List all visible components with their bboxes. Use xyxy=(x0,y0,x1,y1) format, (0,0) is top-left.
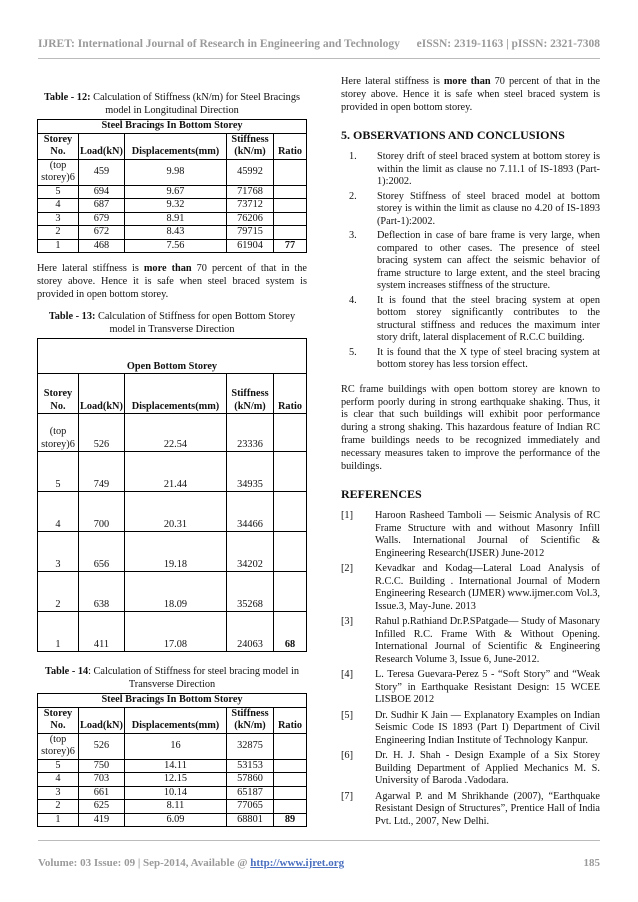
reference-item xyxy=(341,750,600,788)
storey-cell: 2 xyxy=(38,226,79,240)
table13-group-header: Open Bottom Storey xyxy=(38,339,307,374)
page-number: 185 xyxy=(583,857,600,869)
conclusion-item xyxy=(341,347,600,372)
reference-item-number: [2] xyxy=(341,563,354,575)
reference-item xyxy=(341,669,600,707)
ratio-cell xyxy=(274,452,307,492)
conclusion-item-number: 2. xyxy=(349,190,357,202)
reference-item-number: [1] xyxy=(341,510,354,522)
running-footer xyxy=(38,857,600,869)
displacement-cell: 22.54 xyxy=(124,414,226,452)
load-cell: 638 xyxy=(79,572,125,612)
load-cell: 694 xyxy=(79,185,125,199)
storey-cell: 1 xyxy=(38,612,79,652)
stiffness-cell: 34466 xyxy=(227,492,274,532)
load-cell: 703 xyxy=(79,773,125,787)
displacement-cell: 7.56 xyxy=(124,239,226,253)
left-column xyxy=(37,76,307,827)
table14-caption xyxy=(37,666,307,691)
reference-item-text: Dr. Sudhir K Jain ― Explanatory Examples on Indian Seismic Code IS 1893 (Part I) Department of Civil Engineering Indian Institute of Technology Kanpur. xyxy=(375,709,600,746)
load-cell: 679 xyxy=(79,212,125,226)
table13-col-storey: Storey No. xyxy=(38,374,79,414)
table13 xyxy=(37,338,307,652)
displacement-cell: 8.11 xyxy=(124,800,226,814)
displacement-cell: 18.09 xyxy=(124,572,226,612)
conclusion-item-number: 4. xyxy=(349,294,357,306)
displacement-cell: 8.91 xyxy=(124,212,226,226)
conclusions-heading: 5. OBSERVATIONS AND CONCLUSIONS xyxy=(341,128,565,143)
load-cell: 411 xyxy=(79,612,125,652)
conclusion-item-number: 3. xyxy=(349,230,357,242)
storey-cell: 4 xyxy=(38,773,79,787)
conclusion-item-number: 1. xyxy=(349,151,357,163)
para1-pre: Here lateral stiffness is xyxy=(37,263,144,274)
reference-item-text: Agarwal P. and M Shrikhande (2007), “Earthquake Resistant Design of Structures”, Prentice Hall of India Pvt. Ltd., 2007, New Delhi. xyxy=(375,790,600,827)
table-row xyxy=(38,612,307,652)
reference-item-number: [7] xyxy=(341,790,354,802)
displacement-cell: 20.31 xyxy=(124,492,226,532)
para2-pre: Here lateral stiffness is xyxy=(341,76,444,87)
reference-item xyxy=(341,616,600,666)
displacement-cell: 10.14 xyxy=(124,786,226,800)
ratio-cell xyxy=(274,800,307,814)
ratio-cell xyxy=(274,212,307,226)
load-cell: 468 xyxy=(79,239,125,253)
table12 xyxy=(37,119,307,253)
reference-item-text: Dr. H. J. Shah - Design Example of a Six Storey Building Department of Applied Mechanics M. S. University of Baroda .Vadodara. xyxy=(375,750,600,787)
table-row xyxy=(38,786,307,800)
conclusions-list xyxy=(341,151,600,372)
ratio-cell: 89 xyxy=(274,813,307,827)
storey-cell: 5 xyxy=(38,185,79,199)
ratio-cell: 68 xyxy=(274,612,307,652)
stiffness-cell: 73712 xyxy=(227,199,274,213)
displacement-cell: 21.44 xyxy=(124,452,226,492)
storey-cell: 4 xyxy=(38,199,79,213)
table-row xyxy=(38,239,307,253)
running-header xyxy=(38,38,600,50)
ratio-cell xyxy=(274,226,307,240)
stiffness-cell: 65187 xyxy=(227,786,274,800)
table12-col-disp: Displacements(mm) xyxy=(124,133,226,159)
table13-label: Table - 13: xyxy=(48,311,96,323)
ratio-cell xyxy=(274,733,307,759)
reference-item-number: [3] xyxy=(341,616,354,628)
table12-col-load: Load(kN) xyxy=(79,133,125,159)
header-rule xyxy=(38,58,600,59)
issn: eISSN: 2319-1163 | pISSN: 2321-7308 xyxy=(416,38,600,50)
stiffness-cell: 77065 xyxy=(227,800,274,814)
stiffness-cell: 35268 xyxy=(227,572,274,612)
reference-item xyxy=(341,791,600,829)
table12-group-header: Steel Bracings In Bottom Storey xyxy=(38,120,307,134)
reference-item-text: Rahul p.Rathiand Dr.P.SPatgade― Study of Masonary Infilled R.C. Frame With & Without Opening. International Journal of Scientific & Engineering Research Volume 3, Issue 6, June-2012. xyxy=(375,616,600,665)
table-row xyxy=(38,199,307,213)
conclusion-item xyxy=(341,191,600,229)
table14-label: Table - 14 xyxy=(45,666,89,678)
reference-item-text: Haroon Rasheed Tamboli ― Seismic Analysis of RC Frame Structure with and without Masonry Infill Walls. International Journal of Scientific & Engineering Research(IJSER) June-2012 xyxy=(375,510,600,559)
table12-label: Table - 12: xyxy=(44,92,91,103)
storey-cell: 2 xyxy=(38,800,79,814)
journal-link[interactable]: http://www.ijret.org xyxy=(250,857,345,869)
stiffness-cell: 34202 xyxy=(227,532,274,572)
conclusion-item xyxy=(341,151,600,189)
stiffness-cell: 57860 xyxy=(227,773,274,787)
table-row xyxy=(38,572,307,612)
storey-cell: 3 xyxy=(38,786,79,800)
table-row xyxy=(38,492,307,532)
para1-post: 70 percent of that in the storey above. Hence it is safe when steel braced system is provided in open bottom storey. xyxy=(37,263,307,300)
table13-col-disp: Displacements(mm) xyxy=(124,374,226,414)
load-cell: 672 xyxy=(79,226,125,240)
ratio-cell xyxy=(274,414,307,452)
displacement-cell: 16 xyxy=(124,733,226,759)
conclusion-item-text: Storey drift of steel braced system at bottom storey is within the limit as clause no 7.11.1 of IS-1893 (Part-1):2002. xyxy=(377,151,600,188)
displacement-cell: 8.43 xyxy=(124,226,226,240)
conclusion-item xyxy=(341,295,600,345)
table12-caption-text: Calculation of Stiffness (kN/m) for Steel Bracings model in Longitudinal Direction xyxy=(90,92,300,116)
load-cell: 749 xyxy=(79,452,125,492)
load-cell: 656 xyxy=(79,532,125,572)
table13-col-load: Load(kN) xyxy=(79,374,125,414)
table-row xyxy=(38,733,307,759)
ratio-cell xyxy=(274,572,307,612)
table12-caption xyxy=(37,92,307,117)
stiffness-cell: 23336 xyxy=(227,414,274,452)
para2-bold: more than xyxy=(443,76,491,87)
footer-rule xyxy=(38,840,600,841)
displacement-cell: 9.67 xyxy=(124,185,226,199)
reference-item-number: [6] xyxy=(341,750,354,762)
table-row xyxy=(38,773,307,787)
conclusion-item-text: Deflection in case of bare frame is very large, when compared to other cases. The presence of steel bracing system can affect the seismic behavior of frame structure to large extent, and the steel bracing system increases stiffness of the structure. xyxy=(377,230,600,292)
storey-cell: 1 xyxy=(38,239,79,253)
storey-cell: (top storey)6 xyxy=(38,159,79,185)
stiffness-cell: 79715 xyxy=(227,226,274,240)
table13-caption-text: Calculation of Stiffness for open Bottom Storey model in Transverse Direction xyxy=(95,311,296,335)
table12-col-ratio: Ratio xyxy=(274,133,307,159)
load-cell: 526 xyxy=(79,733,125,759)
table14-col-ratio: Ratio xyxy=(274,707,307,733)
ratio-cell xyxy=(274,786,307,800)
conclusion-item-text: It is found that the steel bracing system at open bottom storey significantly contributes to the structural stiffness and reduces the maximum inter story drift, lateral displacement of R.C.C building. xyxy=(377,294,600,344)
para1-bold: more than xyxy=(143,263,192,274)
load-cell: 700 xyxy=(79,492,125,532)
table-row xyxy=(38,226,307,240)
reference-item-number: [5] xyxy=(341,709,354,721)
journal-name: IJRET: International Journal of Research in Engineering and Technology xyxy=(38,38,400,50)
table12-col-storey: Storey No. xyxy=(38,133,79,159)
reference-item xyxy=(341,710,600,748)
table-row xyxy=(38,800,307,814)
ratio-cell xyxy=(274,773,307,787)
displacement-cell: 9.98 xyxy=(124,159,226,185)
table-row xyxy=(38,212,307,226)
table14-col-disp: Displacements(mm) xyxy=(124,707,226,733)
ratio-cell xyxy=(274,199,307,213)
stiffness-cell: 24063 xyxy=(227,612,274,652)
table14 xyxy=(37,693,307,827)
table13-col-ratio: Ratio xyxy=(274,374,307,414)
table-row xyxy=(38,414,307,452)
table14-col-load: Load(kN) xyxy=(79,707,125,733)
storey-cell: 3 xyxy=(38,532,79,572)
load-cell: 661 xyxy=(79,786,125,800)
ratio-cell xyxy=(274,159,307,185)
storey-cell: 2 xyxy=(38,572,79,612)
stiffness-cell: 45992 xyxy=(227,159,274,185)
conclusion-item-text: Storey Stiffness of steel braced model at bottom storey is within the limit as clause no 4.20 of IS-1893 (Part-1):2002. xyxy=(377,190,600,227)
storey-cell: 5 xyxy=(38,759,79,773)
load-cell: 750 xyxy=(79,759,125,773)
conclusion-item-number: 5. xyxy=(349,346,357,358)
references-list xyxy=(341,510,600,828)
stiffness-cell: 34935 xyxy=(227,452,274,492)
references-heading: REFERENCES xyxy=(341,487,422,502)
displacement-cell: 6.09 xyxy=(124,813,226,827)
conclusion-item-text: It is found that the X type of steel bracing system at bottom storey has less torsion effect. xyxy=(377,346,600,371)
reference-item-text: L. Teresa Guevara-Perez 5 - “Soft Story” and “Weak Story” in Earthquake Resistant Design: 15 WCEE LISBOE 2012 xyxy=(375,669,600,706)
right-column xyxy=(341,76,600,831)
para2-post: 70 percent of that in the storey above. Hence it is safe when steel braced system is provided in open bottom storey. xyxy=(341,76,600,113)
load-cell: 526 xyxy=(79,414,125,452)
footer-volume xyxy=(38,857,344,869)
displacement-cell: 17.08 xyxy=(124,612,226,652)
stiffness-cell: 71768 xyxy=(227,185,274,199)
displacement-cell: 19.18 xyxy=(124,532,226,572)
table-row xyxy=(38,759,307,773)
table-row xyxy=(38,532,307,572)
table-row xyxy=(38,159,307,185)
displacement-cell: 14.11 xyxy=(124,759,226,773)
storey-cell: 4 xyxy=(38,492,79,532)
storey-cell: 1 xyxy=(38,813,79,827)
table-row xyxy=(38,452,307,492)
load-cell: 625 xyxy=(79,800,125,814)
table14-caption-text: : Calculation of Stiffness for steel bracing model in Transverse Direction xyxy=(88,666,299,690)
table13-col-stiff: Stiffness (kN/m) xyxy=(227,374,274,414)
load-cell: 459 xyxy=(79,159,125,185)
load-cell: 687 xyxy=(79,199,125,213)
table-row xyxy=(38,813,307,827)
ratio-cell: 77 xyxy=(274,239,307,253)
storey-cell: (top storey)6 xyxy=(38,414,79,452)
ratio-cell xyxy=(274,532,307,572)
stiffness-cell: 68801 xyxy=(227,813,274,827)
storey-cell: (top storey)6 xyxy=(38,733,79,759)
storey-cell: 5 xyxy=(38,452,79,492)
conclusions-closing: RC frame buildings with open bottom storey are known to perform poorly during in strong earthquake shaking. Thus, it is clear that such buildings will exhibit poor performance during a strong shaking. This hazardous feature of Indian RC frame buildings needs to be recognized immediately and necessary measures taken to improve the performance of the buildings. xyxy=(341,383,600,472)
reference-item-number: [4] xyxy=(341,669,354,681)
table14-group-header: Steel Bracings In Bottom Storey xyxy=(38,694,307,708)
ratio-cell xyxy=(274,759,307,773)
footer-volume-text: Volume: 03 Issue: 09 | Sep-2014, Available @ xyxy=(38,857,251,869)
table14-col-storey: Storey No. xyxy=(38,707,79,733)
displacement-cell: 12.15 xyxy=(124,773,226,787)
reference-item xyxy=(341,510,600,560)
ratio-cell xyxy=(274,492,307,532)
table-row xyxy=(38,185,307,199)
displacement-cell: 9.32 xyxy=(124,199,226,213)
paragraph-stiffness-note-1 xyxy=(37,263,307,301)
stiffness-cell: 61904 xyxy=(227,239,274,253)
stiffness-cell: 53153 xyxy=(227,759,274,773)
storey-cell: 3 xyxy=(38,212,79,226)
stiffness-cell: 32875 xyxy=(227,733,274,759)
table13-caption xyxy=(37,311,307,336)
paragraph-stiffness-note-2 xyxy=(341,76,600,114)
conclusion-item xyxy=(341,230,600,293)
table12-col-stiff: Stiffness (kN/m) xyxy=(227,133,274,159)
ratio-cell xyxy=(274,185,307,199)
reference-item xyxy=(341,563,600,613)
load-cell: 419 xyxy=(79,813,125,827)
stiffness-cell: 76206 xyxy=(227,212,274,226)
reference-item-text: Kevadkar and Kodag―Lateral Load Analysis of R.C.C. Building . International Journal of Modern Engineering Research (IJMER) www.ijmer.com Vol.3, Issue.3, May-June. 2013 xyxy=(375,563,600,612)
table14-col-stiff: Stiffness (kN/m) xyxy=(227,707,274,733)
